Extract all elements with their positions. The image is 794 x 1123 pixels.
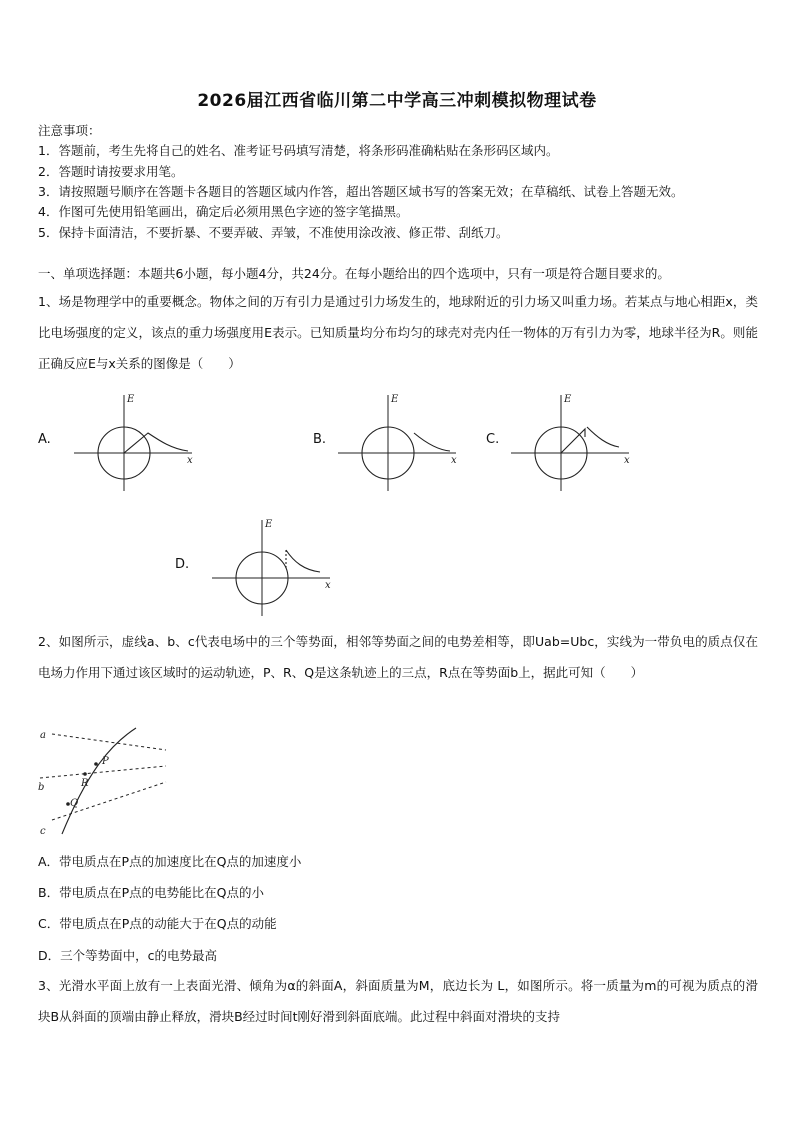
q1-graph-b	[332, 393, 462, 493]
x-axis-label: x	[325, 580, 331, 591]
q1-graph-a	[68, 393, 198, 493]
point-p	[94, 762, 98, 766]
q2-option-c: C．带电质点在P点的动能大于在Q点的动能	[38, 916, 277, 931]
question-1-text: 1、场是物理学中的重要概念。物体之间的万有引力是通过引力场发生的，地球附近的引力场又叫重力场。若某点与地心相距x，类比电场强度的定义，该点的重力场强度用E表示。已知质量均分布均匀的球壳对壳内任一物体的万有引力为零，地球半径为R。则能正确反应E与x关系的图像是（ ）	[38, 294, 758, 371]
e-axis-label: E	[564, 394, 572, 405]
question-2-text: 2、如图所示，虚线a、b、c代表电场中的三个等势面，相邻等势面之间的电势差相等，即Uab=Ubc，实线为一带负电的质点仅在电场力作用下通过该区域时的运动轨迹，P、R、Q是这条轨迹上的三点，R点在等势面b上，据此可知（ ）	[38, 634, 758, 680]
label-q: Q	[70, 798, 79, 809]
e-curve	[414, 433, 450, 451]
note-item: 2．答题时请按要求用笔。	[38, 164, 184, 179]
e-axis-label: E	[265, 519, 273, 530]
e-curve	[587, 427, 619, 447]
section-heading: 一、单项选择题：本题共6小题，每小题4分，共24分。在每小题给出的四个选项中，只有一项是符合题目要求的。	[38, 266, 670, 281]
label-r: R	[81, 778, 89, 789]
q1-option-c-label: C.	[486, 432, 500, 447]
note-item: 4．作图可先使用铅笔画出，确定后必须用黑色字迹的签字笔描黑。	[38, 204, 409, 219]
q1-option-a-label: A.	[38, 432, 51, 447]
page-title: 2026届江西省临川第二中学高三冲刺模拟物理试卷	[197, 91, 597, 111]
q2-option-b: B．带电质点在P点的电势能比在Q点的小	[38, 885, 264, 900]
e-line	[561, 429, 585, 453]
label-c: c	[40, 826, 46, 837]
point-r	[83, 772, 87, 776]
x-axis-label: x	[187, 455, 193, 466]
q1-graph-c	[505, 393, 635, 493]
q2-option-d: D．三个等势面中，c的电势最高	[38, 948, 217, 963]
q1-graph-d	[206, 518, 336, 618]
e-axis-label: E	[391, 394, 399, 405]
notes-heading: 注意事项：	[38, 123, 101, 138]
label-p: P	[102, 756, 109, 767]
label-b: b	[38, 782, 45, 793]
e-axis-label: E	[127, 394, 135, 405]
note-item: 3．请按照题号顺序在答题卡各题目的答题区域内作答，超出答题区域书写的答案无效；在草稿纸、试卷上答题无效。	[38, 184, 684, 199]
q2-figure	[36, 726, 176, 841]
note-item: 1．答题前，考生先将自己的姓名、准考证号码填写清楚，将条形码准确粘贴在条形码区域内。	[38, 143, 559, 158]
q2-option-a: A．带电质点在P点的加速度比在Q点的加速度小	[38, 854, 302, 869]
q1-option-b-label: B.	[313, 432, 327, 447]
equipotential-a	[52, 734, 166, 750]
x-axis-label: x	[624, 455, 630, 466]
question-3-text: 3、光滑水平面上放有一上表面光滑、倾角为α的斜面A，斜面质量为M，底边长为 L，如图所示。将一质量为m的可视为质点的滑块B从斜面的顶端由静止释放，滑块B经过时间t刚好滑到斜面底端。此过程中斜面对滑块的支持	[38, 978, 758, 1024]
q1-option-d-label: D.	[175, 557, 190, 572]
equipotential-b	[40, 766, 166, 778]
note-item: 5．保持卡面清洁，不要折暴、不要弄破、弄皱，不准使用涂改液、修正带、刮纸刀。	[38, 225, 509, 240]
e-curve	[124, 433, 188, 453]
x-axis-label: x	[451, 455, 457, 466]
e-curve	[286, 550, 320, 572]
label-a: a	[40, 730, 46, 741]
